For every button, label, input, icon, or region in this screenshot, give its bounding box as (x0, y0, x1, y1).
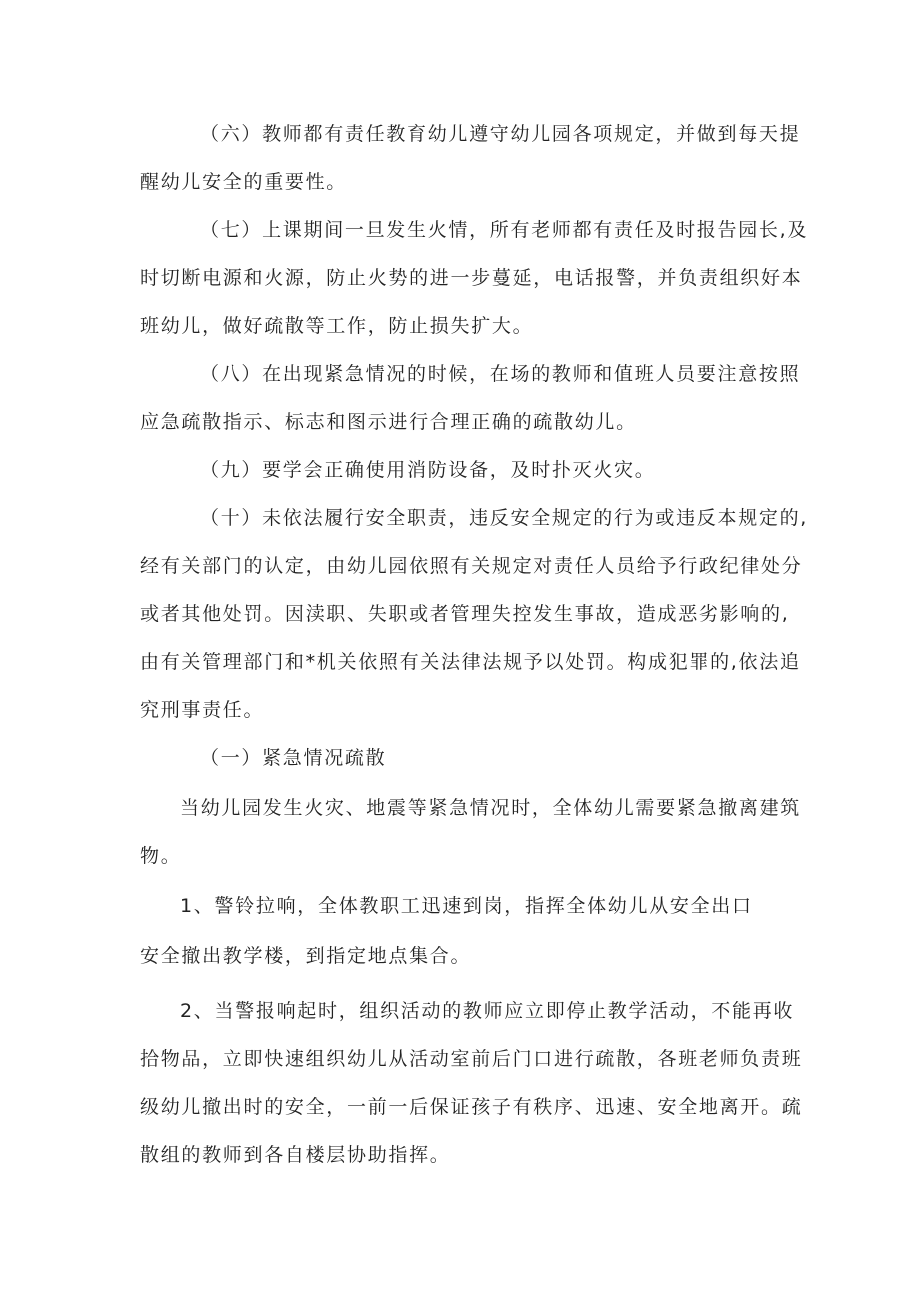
paragraph-6-line-1: （六）教师都有责任教育幼儿遵守幼儿园各项规定，并做到每天提 (200, 123, 801, 145)
paragraph-10-line-5: 究刑事责任。 (140, 699, 265, 721)
item-2-line-2: 拾物品，立即快速组织幼儿从活动室前后门口进行疏散，各班老师负责班 (140, 1048, 803, 1070)
paragraph-9-line-1: （九）要学会正确使用消防设备，及时扑灭火灾。 (200, 459, 656, 481)
item-2-line-3: 级幼儿撤出时的安全，一前一后保证孩子有秩序、迅速、安全地离开。疏 (140, 1096, 803, 1118)
paragraph-7-line-2: 时切断电源和火源，防止火势的进一步蔓延，电话报警，并负责组织好本 (140, 267, 803, 289)
paragraph-7-line-3: 班幼儿，做好疏散等工作，防止损失扩大。 (140, 315, 534, 337)
paragraph-10-line-2: 经有关部门的认定，由幼儿园依照有关规定对责任人员给予行政纪律处分 (140, 555, 803, 577)
item-1-line-2: 安全撤出教学楼，到指定地点集合。 (140, 945, 472, 967)
item-2-line-4: 散组的教师到各自楼层协助指挥。 (140, 1144, 451, 1166)
paragraph-8-line-1: （八）在出现紧急情况的时候，在场的教师和值班人员要注意按照 (200, 363, 801, 385)
paragraph-7-line-1: （七）上课期间一旦发生火情，所有老师都有责任及时报告园长,及 (200, 219, 809, 241)
emergency-intro-line-2: 物。 (140, 845, 182, 867)
item-2-line-1: 2、当警报响起时，组织活动的教师应立即停止教学活动，不能再收 (180, 1000, 795, 1022)
paragraph-10-line-3: 或者其他处罚。因渎职、失职或者管理失控发生事故，造成恶劣影响的, (140, 603, 790, 625)
emergency-intro-line-1: 当幼儿园发生火灾、地震等紧急情况时，全体幼儿需要紧急撤离建筑 (180, 797, 802, 819)
item-1-line-1: 1、警铃拉响，全体教职工迅速到岗，指挥全体幼儿从安全出口 (180, 895, 753, 917)
paragraph-8-line-2: 应急疏散指示、标志和图示进行合理正确的疏散幼儿。 (140, 411, 637, 433)
paragraph-6-line-2: 醒幼儿安全的重要性。 (140, 171, 348, 193)
paragraph-10-line-4: 由有关管理部门和*机关依照有关法律法规予以处罚。构成犯罪的,依法追 (140, 651, 801, 673)
paragraph-10-line-1: （十）未依法履行安全职责，违反安全规定的行为或违反本规定的, (200, 507, 809, 529)
section-heading-emergency: （一）紧急情况疏散 (200, 747, 387, 769)
